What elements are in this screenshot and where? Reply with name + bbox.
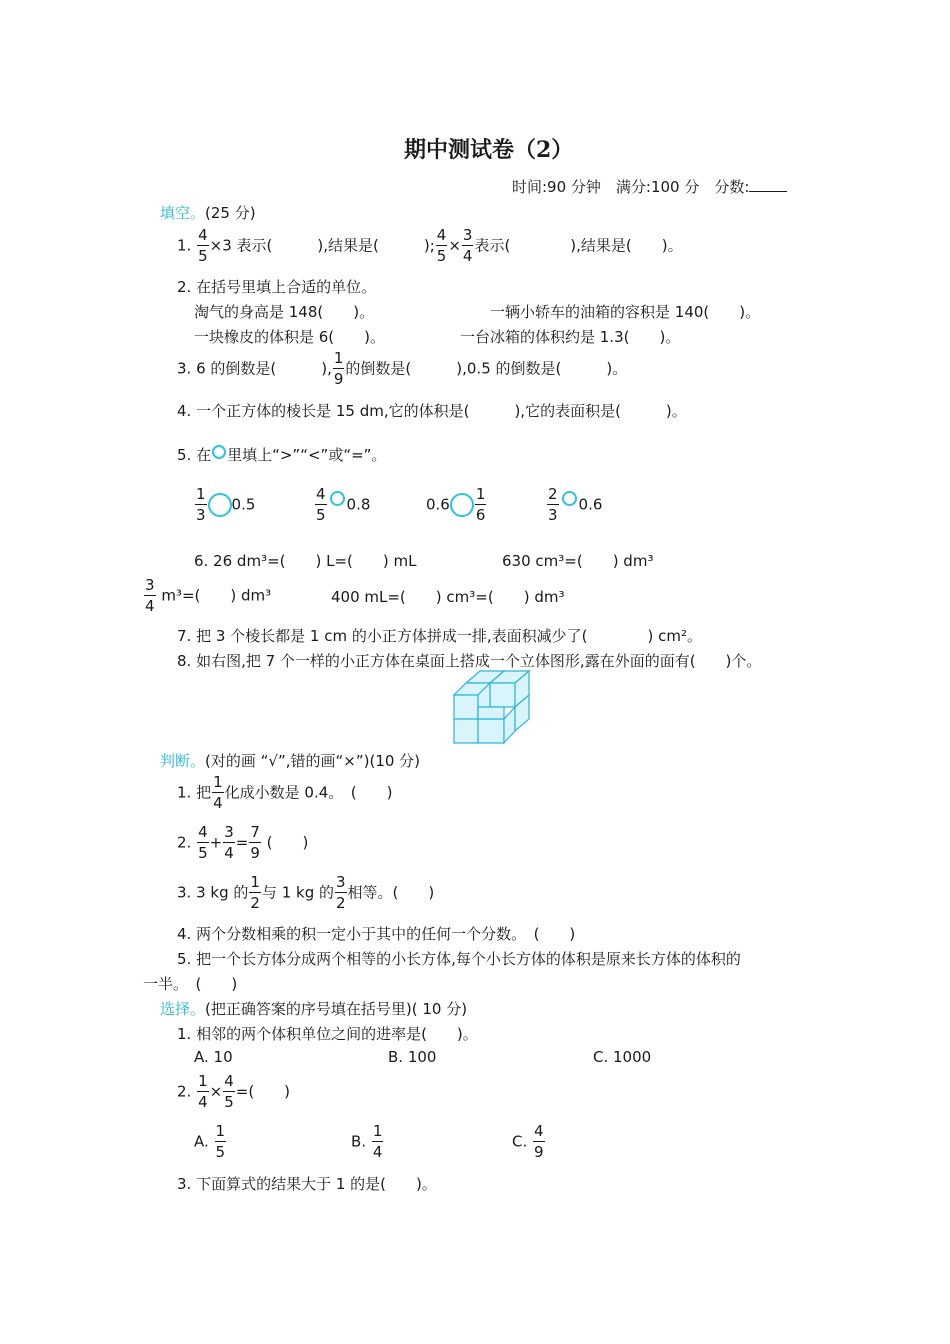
compare-value: 0.6: [426, 495, 450, 514]
page-title: 期中测试卷（2）: [404, 137, 574, 163]
question-5: [177, 444, 386, 465]
choice-1-option-a: A. 10: [194, 1048, 233, 1066]
q3-text-b: 的倒数是( ),0.5 的倒数是( )。: [345, 359, 628, 378]
q3-text-a: 3. 6 的倒数是( ),: [177, 359, 332, 378]
compare-circle-icon: [212, 445, 226, 459]
compare-item-3: [426, 487, 487, 523]
q6-text-c: m³=( ) dm³: [156, 586, 272, 605]
choice-3: 3. 下面算式的结果大于 1 的是( )。: [177, 1175, 437, 1193]
choice-1: 1. 相邻的两个体积单位之间的进率是( )。: [177, 1025, 478, 1043]
section-heading: 判断。: [160, 752, 206, 770]
compare-circle-icon[interactable]: [562, 491, 577, 506]
fraction-1-6: $\frac{1}{6}$: [475, 485, 486, 524]
judge-text: 3. 3 kg 的: [177, 883, 249, 902]
fraction-4-5: $\frac{4}{5}$: [224, 1072, 234, 1111]
question-4: 4. 一个正方体的棱长是 15 dm,它的体积是( ),它的表面积是( )。: [177, 402, 687, 420]
choice-text: =( ): [235, 1082, 291, 1101]
fraction-4-5: $\frac{4}{5}$: [198, 226, 208, 265]
judge-1: [177, 775, 392, 811]
judge-2: [177, 825, 308, 861]
fraction-4-5: $\frac{4}{5}$: [316, 485, 326, 524]
section-fill-blank: [160, 202, 256, 223]
section-note: (25 分): [205, 204, 256, 222]
equals-sign: =: [235, 833, 249, 852]
judge-text: 与 1 kg 的: [261, 883, 334, 902]
option-label: C.: [512, 1132, 533, 1151]
question-7: 7. 把 3 个棱长都是 1 cm 的小正方体拼成一排,表面积减少了( ) cm²。: [177, 627, 702, 645]
question-1: [177, 228, 683, 264]
compare-item-4: [546, 487, 602, 523]
fraction-3-4: $\frac{3}{4}$: [224, 823, 234, 862]
times-sign: ×: [448, 236, 461, 255]
q6-line-a: 6. 26 dm³=( ) L=( ) mL: [194, 552, 417, 570]
q2-item-d: 一台冰箱的体积约是 1.3( )。: [460, 328, 681, 346]
judge-text: ( ): [261, 833, 309, 852]
q5-text-a: 5. 在: [177, 446, 212, 464]
fraction-4-5: $\frac{4}{5}$: [198, 823, 208, 862]
section-heading: 填空。: [160, 204, 206, 222]
section-choice: [160, 998, 467, 1019]
judge-5: 5. 把一个长方体分成两个相等的小长方体,每个小长方体的体积是原来长方体的体积的: [177, 950, 741, 968]
judge-4: 4. 两个分数相乘的积一定小于其中的任何一个分数。 ( ): [177, 925, 576, 943]
choice-2: [177, 1074, 290, 1110]
compare-value: 0.5: [231, 495, 256, 514]
exam-meta: [512, 176, 787, 197]
q6-line-c: [143, 578, 271, 614]
option-label: A.: [194, 1132, 214, 1151]
q5-text-b: 里填上“>”“<”或“=”。: [227, 446, 387, 464]
fraction-1-4: $\frac{1}{4}$: [372, 1122, 383, 1161]
q2-item-c: 一块橡皮的体积是 6( )。: [194, 328, 386, 346]
compare-circle-icon[interactable]: [208, 493, 232, 517]
q6-line-d: 400 mL=( ) cm³=( ) dm³: [331, 588, 565, 606]
fraction-3-4: $\frac{3}{4}$: [462, 226, 473, 265]
judge-text: 化成小数是 0.4。 ( ): [224, 783, 393, 802]
compare-circle-icon[interactable]: [330, 491, 345, 506]
fraction-1-9: $\frac{1}{9}$: [333, 349, 344, 388]
fraction-4-5: $\frac{4}{5}$: [436, 226, 447, 265]
judge-text: 2.: [177, 833, 197, 852]
q1-text-b: 表示( ),结果是( )。: [474, 236, 683, 255]
fraction-2-3: $\frac{2}{3}$: [548, 485, 558, 524]
fraction-1-4: $\frac{1}{4}$: [198, 1072, 208, 1111]
judge-5-cont: 一半。 ( ): [143, 975, 238, 993]
section-note: (对的画 “√”,错的画“×”)(10 分): [205, 752, 421, 770]
judge-text: 相等。( ): [347, 883, 435, 902]
fraction-4-9: $\frac{4}{9}$: [534, 1122, 544, 1161]
choice-1-option-b: B. 100: [388, 1048, 437, 1066]
question-8: 8. 如右图,把 7 个一样的小正方体在桌面上搭成一个立体图形,露在外面的面有( )个。: [177, 652, 762, 670]
q2-item-b: 一辆小轿车的油箱的容积是 140( )。: [490, 303, 761, 321]
question-3: [177, 351, 627, 387]
judge-3: [177, 875, 434, 911]
times-sign: ×: [209, 1082, 223, 1101]
choice-text: 2.: [177, 1082, 197, 1101]
section-judge: [160, 750, 420, 771]
choice-2-option-b: [351, 1124, 384, 1160]
fraction-3-4: $\frac{3}{4}$: [145, 576, 155, 615]
section-note: (把正确答案的序号填在括号里)( 10 分): [205, 1000, 468, 1018]
score-blank: [749, 177, 787, 192]
choice-2-option-a: [194, 1124, 227, 1160]
choice-1-option-c: C. 1000: [593, 1048, 652, 1066]
fraction-3-2: $\frac{3}{2}$: [335, 873, 346, 912]
exam-meta-text: 时间:90 分钟 满分:100 分 分数:: [512, 178, 750, 196]
judge-text: 1. 把: [177, 783, 212, 802]
fraction-1-2: $\frac{1}{2}$: [250, 873, 260, 912]
fraction-1-4: $\frac{1}{4}$: [213, 773, 223, 812]
q1-text-a: ×3 表示( ),结果是( );: [209, 236, 435, 255]
q1-number: 1.: [177, 236, 197, 255]
choice-2-option-c: [512, 1124, 546, 1160]
fraction-1-5: $\frac{1}{5}$: [215, 1122, 226, 1161]
compare-value: 0.6: [578, 495, 603, 514]
option-label: B.: [351, 1132, 371, 1151]
fraction-1-3: $\frac{1}{3}$: [196, 485, 206, 524]
q6-line-b: 630 cm³=( ) dm³: [502, 552, 654, 570]
section-heading: 选择。: [160, 1000, 206, 1018]
compare-item-1: [194, 487, 255, 523]
compare-value: 0.8: [346, 495, 371, 514]
cube-stack-figure: [452, 670, 532, 746]
compare-item-2: [314, 487, 370, 523]
q2-item-a: 淘气的身高是 148( )。: [194, 303, 375, 321]
plus-sign: +: [209, 833, 223, 852]
compare-circle-icon[interactable]: [450, 493, 474, 517]
fraction-7-9: $\frac{7}{9}$: [250, 823, 260, 862]
question-2: 2. 在括号里填上合适的单位。: [177, 278, 377, 296]
